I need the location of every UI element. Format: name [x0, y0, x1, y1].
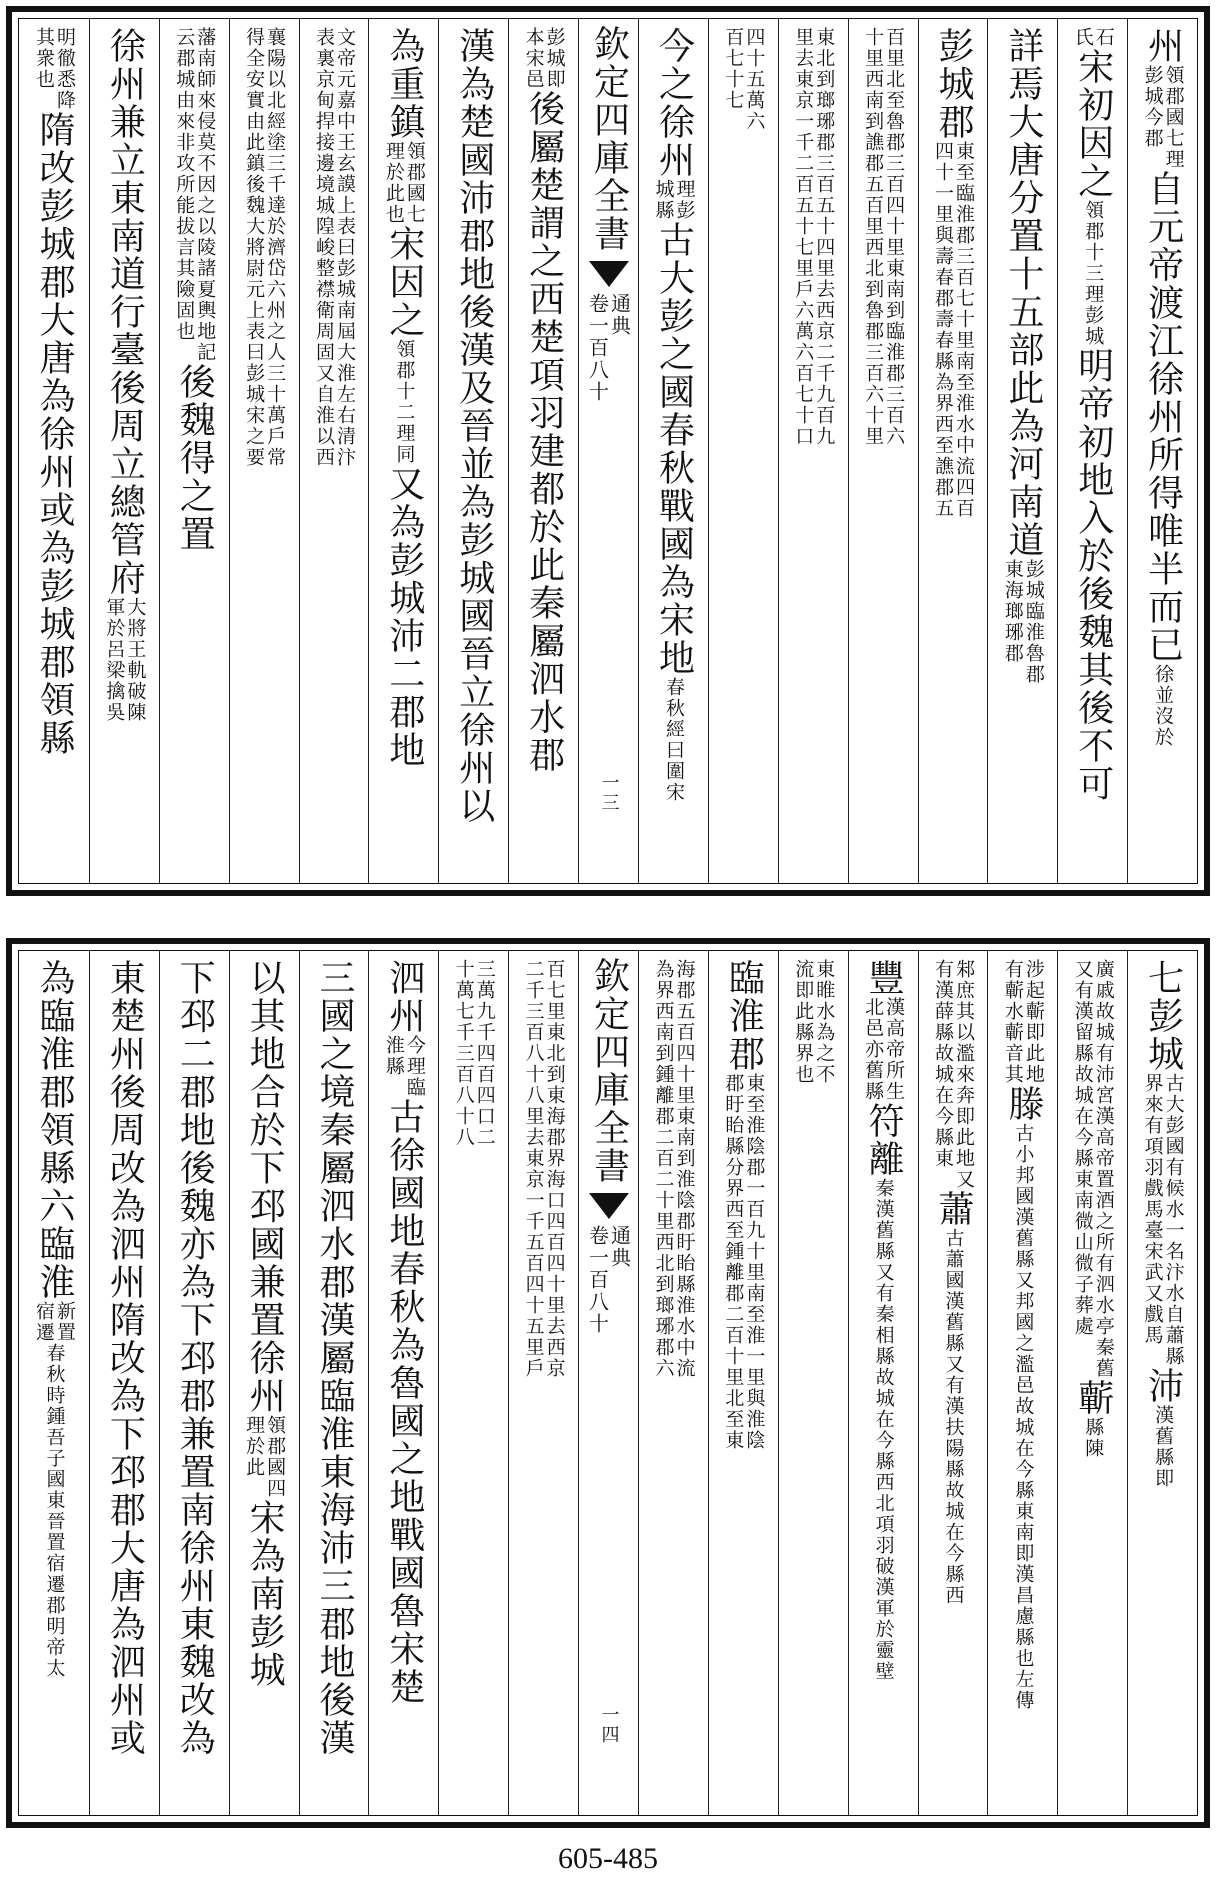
annotation-text: 十萬七千三百八十八	[452, 959, 475, 1148]
main-text: 蕭	[932, 1190, 974, 1228]
annotation-pair	[792, 27, 836, 447]
text-column	[19, 951, 89, 1815]
text-column	[19, 19, 89, 883]
annotation-text: 北邑亦舊縣	[862, 997, 885, 1102]
main-text: 宋因之	[383, 225, 425, 339]
main-text: 滕	[1002, 1085, 1044, 1123]
main-text: 隋改彭城郡大唐為徐州或為彭城郡領縣	[34, 111, 76, 757]
annotation-text: 三萬九千四百四口二	[473, 959, 496, 1148]
annotation-text: 新置	[54, 1301, 77, 1343]
main-text: 為重鎮	[383, 27, 425, 141]
text-column	[438, 951, 508, 1815]
annotation-text: 涉起蘄即此地	[1022, 959, 1045, 1085]
annotation-text: 理彭	[673, 179, 696, 221]
annotation-text: 春秋經曰圍宋	[662, 677, 685, 803]
main-text: 後魏得之置	[174, 363, 216, 553]
main-text: 彭城郡	[932, 27, 974, 141]
annotation-text: 石	[1092, 27, 1115, 48]
annotation-text: 理於此	[243, 1415, 266, 1478]
text-column	[1057, 19, 1127, 883]
main-text: 臨淮	[34, 1225, 76, 1301]
annotation-text: 東至臨淮郡三百七十里南至淮水中流四百	[952, 141, 975, 519]
text-column	[229, 19, 299, 883]
top-page-frame	[18, 18, 1198, 884]
main-text: 東楚州後周改為泗州隋改為下邳郡大唐為泗州或	[104, 959, 146, 1757]
annotation-text: 東睢水為之不	[813, 959, 836, 1085]
annotation-text: 淮縣	[382, 1035, 405, 1077]
bottom-columns	[19, 951, 1197, 1815]
text-column	[848, 951, 918, 1815]
annotation-pair	[243, 27, 287, 468]
annotation-text: 本宋邑	[522, 27, 545, 90]
text-column	[1127, 19, 1197, 883]
bottom-page	[6, 938, 1210, 1828]
text-column	[1127, 951, 1197, 1815]
annotation-pair	[933, 141, 973, 519]
annotation-text: 古蕭國漢舊縣又有漢扶陽縣故城在今縣西	[942, 1228, 965, 1606]
annotation-text: 廣戚故城有沛宮漢高帝置酒之所有泗水亭秦舊	[1092, 959, 1115, 1379]
main-text: 漢為楚國沛郡地後漢及晉並為彭城國晉立徐州以	[453, 27, 495, 825]
book-info	[585, 293, 632, 403]
main-text: 今之徐州	[653, 27, 695, 179]
annotation-text: 漢舊縣即	[1152, 1405, 1175, 1489]
annotation-text: 界來有項羽戲馬臺宋武又戲馬	[1141, 1073, 1164, 1346]
annotation-text: 東至淮陰郡一百九十里南至淮一里與淮陰	[743, 1073, 766, 1451]
annotation-text: 城縣	[652, 179, 675, 221]
annotation-pair	[33, 1301, 77, 1343]
annotation-text: 漢高帝所生	[883, 997, 906, 1102]
main-text: 符離	[863, 1102, 905, 1178]
folio-number: 一三	[598, 773, 620, 813]
annotation-pair	[1143, 1073, 1183, 1367]
text-column	[638, 19, 708, 883]
text-column	[987, 19, 1057, 883]
annotation-text: 二千三百八十八里去東京一千五百四十五里戶	[522, 959, 545, 1379]
annotation-text: 邾庶其以濫來奔即此地又	[952, 959, 975, 1190]
annotation-text: 文帝元嘉中王玄謨上表曰彭城南屆大淮左右清汴	[334, 27, 357, 468]
annotation-pair	[524, 27, 564, 90]
annotation-pair	[384, 1035, 424, 1098]
main-text: 為臨淮郡領縣六	[34, 959, 76, 1225]
text-column	[918, 19, 988, 883]
text-column	[229, 951, 299, 1815]
annotation-pair	[313, 27, 357, 468]
annotation-text: 有蘄水蘄音其	[1001, 959, 1024, 1085]
text-column	[778, 19, 848, 883]
center-gutter	[578, 19, 638, 883]
annotation-text: 今理臨	[403, 1035, 426, 1098]
annotation-text: 領郡國七理	[1162, 65, 1185, 170]
juan-number: 卷一百八十	[585, 293, 610, 403]
annotation-pair	[652, 179, 696, 221]
annotation-pair	[103, 597, 147, 723]
fish-tail-mark	[589, 261, 629, 287]
annotation-text: 理於此也	[382, 141, 405, 225]
top-columns	[19, 19, 1197, 883]
annotation-pair	[652, 959, 696, 1379]
annotation-pair	[243, 1415, 287, 1499]
main-text: 沛	[1142, 1367, 1184, 1405]
annotation-text: 氏	[1071, 27, 1094, 48]
annotation-text: 東海瑯琊郡	[1001, 559, 1024, 664]
annotation-text: 彭城臨淮魯郡	[1022, 559, 1045, 685]
annotation-text: 表裏京甸捍接邊境城隍峻整襟衛周固又自淮以西	[313, 27, 336, 468]
annotation-pair	[1073, 959, 1113, 1379]
annotation-text: 為界西南到鍾離郡二百二十里西北到瑯琊郡六	[652, 959, 675, 1379]
text-column	[918, 951, 988, 1815]
annotation-text: 郡盱眙縣分界西至鍾離郡二百十里北至東	[722, 1073, 745, 1451]
annotation-text: 春秋時鍾吾子國東晉置宿遷郡明帝太	[43, 1343, 66, 1679]
center-gutter	[578, 951, 638, 1815]
text-column	[778, 951, 848, 1815]
main-text: 豐	[863, 959, 905, 997]
book-info	[585, 1225, 632, 1335]
text-column	[159, 951, 229, 1815]
annotation-text: 百里北至魯郡三百四十里東南到臨淮郡三百六	[883, 27, 906, 447]
main-text: 州	[1142, 27, 1184, 65]
annotation-pair	[862, 27, 906, 447]
annotation-pair	[862, 997, 906, 1102]
text-column	[89, 951, 159, 1815]
annotation-pair	[722, 27, 766, 132]
text-column	[159, 19, 229, 883]
text-column	[708, 951, 778, 1815]
annotation-text: 領郡國四	[264, 1415, 287, 1499]
annotation-text: 流即此縣界也	[792, 959, 815, 1085]
annotation-text: 有漢薛縣故城在今縣東	[931, 959, 954, 1169]
annotation-pair	[454, 959, 494, 1148]
main-text: 古大彭之國春秋戰國為宋地	[653, 221, 695, 677]
main-text: 蘄	[1072, 1379, 1114, 1417]
main-text: 徐州兼立東南道行臺後周立總管府	[104, 27, 146, 597]
annotation-text: 縣陳	[1082, 1417, 1105, 1459]
main-text: 三國之境秦屬泗水郡漢屬臨淮東海沛三郡地後漢	[314, 959, 356, 1757]
main-text: 自元帝渡江徐州所得唯半而已	[1142, 170, 1184, 664]
text-column	[438, 19, 508, 883]
book-name: 通典	[607, 1225, 632, 1269]
annotation-text: 彭城即	[543, 27, 566, 90]
main-text: 下邳二郡地後魏亦為下邳郡兼置南徐州東魏改為	[174, 959, 216, 1757]
main-text: 古徐國地春秋為魯國之地戰國魯宋楚	[383, 1098, 425, 1706]
bottom-page-frame	[18, 950, 1198, 1816]
book-name: 通典	[607, 293, 632, 337]
annotation-pair	[1003, 959, 1043, 1085]
annotation-text: 明徹悉降	[54, 27, 77, 111]
text-column	[708, 19, 778, 883]
juan-number: 卷一百八十	[585, 1225, 610, 1335]
annotation-text: 領郡十二理同	[393, 339, 416, 465]
annotation-pair	[1003, 559, 1043, 685]
page-number: 605-485	[558, 1842, 658, 1875]
text-column	[638, 951, 708, 1815]
main-text: 以其地合於下邳國兼置徐州	[244, 959, 286, 1415]
main-text: 宋為南彭城	[244, 1499, 286, 1689]
annotation-text: 徐並沒於	[1152, 664, 1175, 748]
main-text: 彭城	[1142, 997, 1184, 1073]
text-column	[299, 19, 369, 883]
main-text: 臨淮郡	[723, 959, 765, 1073]
annotation-pair	[1143, 65, 1183, 170]
annotation-text: 又有漢留縣故城在今縣東南微山微子葬處	[1071, 959, 1094, 1337]
annotation-text: 彭城今郡	[1141, 65, 1164, 149]
main-text: 又為彭城沛二郡地	[383, 465, 425, 769]
annotation-text: 四十一里與壽春郡壽春縣為界西至譙郡五	[931, 141, 954, 519]
text-column	[89, 19, 159, 883]
main-text: 泗州	[383, 959, 425, 1035]
annotation-text: 宿遷	[33, 1301, 56, 1343]
text-column	[848, 19, 918, 883]
main-text: 後屬楚謂之西楚項羽建都於此秦屬泗水郡	[523, 90, 565, 774]
annotation-text: 大將王軌破陳	[124, 597, 147, 723]
annotation-text: 古大彭國有候水一名汴水自蕭縣	[1162, 1073, 1185, 1367]
annotation-text: 百七十七	[722, 27, 745, 111]
annotation-text: 其衆也	[33, 27, 56, 90]
annotation-text: 領郡國七	[403, 141, 426, 225]
annotation-pair	[33, 27, 77, 111]
annotation-text: 軍於呂梁擒吳	[103, 597, 126, 723]
annotation-text: 云郡城由來非攻所能拔言其險固也	[173, 27, 196, 342]
annotation-text: 秦漢舊縣又有秦相縣故城在今縣西北項羽破漢軍於靈壁	[872, 1178, 895, 1682]
annotation-pair	[173, 27, 217, 363]
annotation-pair	[933, 959, 973, 1190]
annotation-text: 襄陽以北經塗三千達於濟岱六州之人三十萬戶常	[264, 27, 287, 468]
text-column	[299, 951, 369, 1815]
fish-tail-mark	[589, 1193, 629, 1219]
annotation-pair	[524, 959, 564, 1379]
folio-number: 一四	[598, 1705, 620, 1745]
text-column	[1057, 951, 1127, 1815]
main-text: 七	[1142, 959, 1184, 997]
main-text: 宋初因之	[1072, 48, 1114, 200]
annotation-text: 百七里東北到東海郡界海口四百四十里去西京	[543, 959, 566, 1379]
text-column	[368, 951, 438, 1815]
annotation-pair	[384, 141, 424, 225]
main-text: 明帝初地入於後魏其後不可	[1072, 347, 1114, 803]
annotation-text: 四十五萬六	[743, 27, 766, 132]
annotation-text: 海郡五百四十里東南到淮陰郡盱眙縣淮水中流	[673, 959, 696, 1379]
annotation-text: 十里西南到譙郡五百里西北到魯郡三百六十里	[862, 27, 885, 447]
annotation-pair	[792, 959, 836, 1085]
text-column	[508, 951, 578, 1815]
annotation-text: 里去東京一千二百五十七里戶六萬六百七十口	[792, 27, 815, 447]
annotation-text: 得全安實由此鎮後魏大將尉元上表曰彭城宋之要	[243, 27, 266, 468]
main-text: 詳焉大唐分置十五部此為河南道	[1002, 27, 1044, 559]
annotation-pair	[722, 1073, 766, 1451]
annotation-text: 藩南師來侵莫不因之以陵諸夏輿地記	[194, 27, 217, 363]
annotation-text: 東北到瑯琊郡三百五十四里去西京二千九百九	[813, 27, 836, 447]
annotation-text: 古小邦國漢舊縣又邦國之濫邑故城在今縣東南即漢昌慮縣也左傳	[1012, 1123, 1035, 1711]
book-title: 欽定四庫全書	[588, 25, 630, 253]
text-column	[508, 19, 578, 883]
text-column	[987, 951, 1057, 1815]
text-column	[368, 19, 438, 883]
annotation-pair	[1073, 27, 1113, 48]
book-title: 欽定四庫全書	[588, 957, 630, 1185]
top-page	[6, 6, 1210, 896]
annotation-text: 領郡十三理彭城	[1082, 200, 1105, 347]
